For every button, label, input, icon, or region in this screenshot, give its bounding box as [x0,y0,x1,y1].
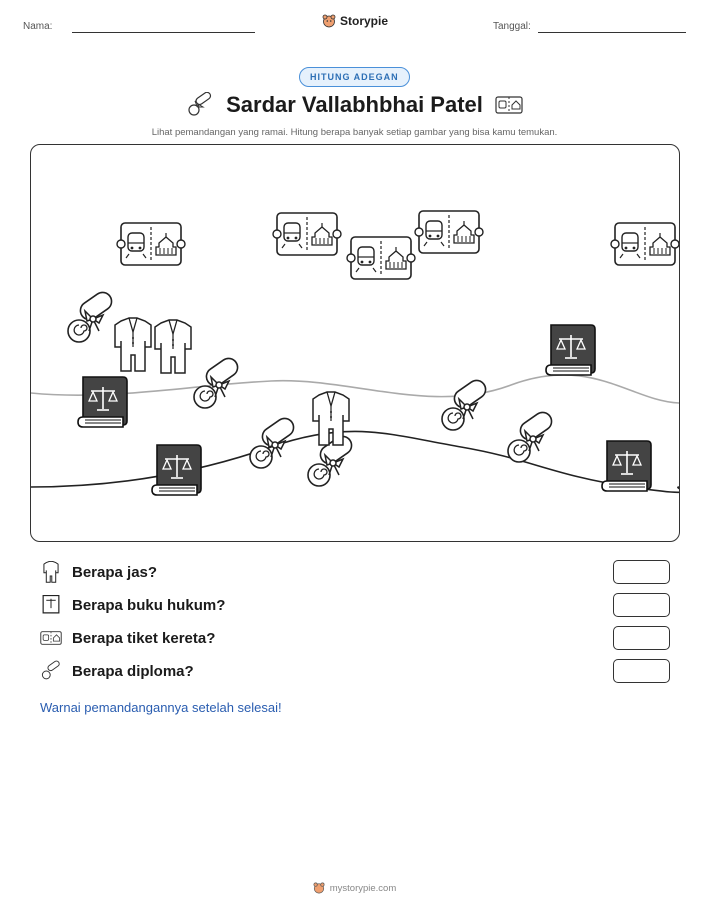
bear-logo-icon [313,882,325,894]
title-row [0,92,709,118]
question-diplomas [40,660,670,682]
question-list [40,561,670,682]
brand-logo [322,14,388,28]
answer-box-law-books[interactable] [613,593,670,617]
law-book-icon [40,594,62,616]
question-train-tickets [40,627,670,649]
answer-box-train-tickets[interactable] [613,626,670,650]
law-book-icon [152,445,201,495]
answer-box-diplomas[interactable] [613,659,670,683]
train-ticket-icon [40,627,62,649]
question-law-books [40,594,670,616]
diploma-icon [186,92,214,118]
scene-illustration [31,145,679,541]
question-text: Berapa buku hukum? [72,596,226,614]
activity-badge: HITUNG ADEGAN [299,67,410,87]
train-ticket-icon [347,237,415,279]
coloring-note: Warnai pemandangannya setelah selesai! [40,700,282,715]
question-suits [40,561,670,583]
question-text: Berapa jas? [72,563,158,581]
train-ticket-icon [117,223,185,265]
page-title: Sardar Vallabhbhai Patel [226,92,483,117]
law-book-icon [602,441,651,491]
suit-icon [115,318,151,371]
diploma-icon [68,289,115,342]
question-text: Berapa diploma? [72,662,194,680]
diploma-icon [508,409,555,462]
train-ticket-icon [611,223,679,265]
law-book-icon [78,377,127,427]
diploma-icon [442,377,489,430]
scene-frame [30,144,680,542]
law-book-icon [546,325,595,375]
date-line[interactable] [538,32,686,33]
site-footer [0,882,709,894]
name-line[interactable] [72,32,255,33]
diploma-icon [194,355,241,408]
diploma-icon [308,433,355,486]
date-label: Tanggal: [493,21,531,32]
instructions: Lihat pemandangan yang ramai. Hitung berapa banyak setiap gambar yang bisa kamu temukan. [151,127,558,138]
brand-name: Storypie [340,14,389,28]
bear-logo-icon [322,14,336,28]
name-label: Nama: [23,21,53,32]
train-ticket-icon [273,213,341,255]
train-ticket-icon [495,94,523,116]
suit-icon [313,392,349,445]
diploma-icon [40,660,62,682]
answer-box-suits[interactable] [613,560,670,584]
suit-icon [40,561,62,583]
question-text: Berapa tiket kereta? [72,629,216,647]
site-url[interactable]: mystorypie.com [329,882,397,894]
suit-icon [155,320,191,373]
train-ticket-icon [415,211,483,253]
